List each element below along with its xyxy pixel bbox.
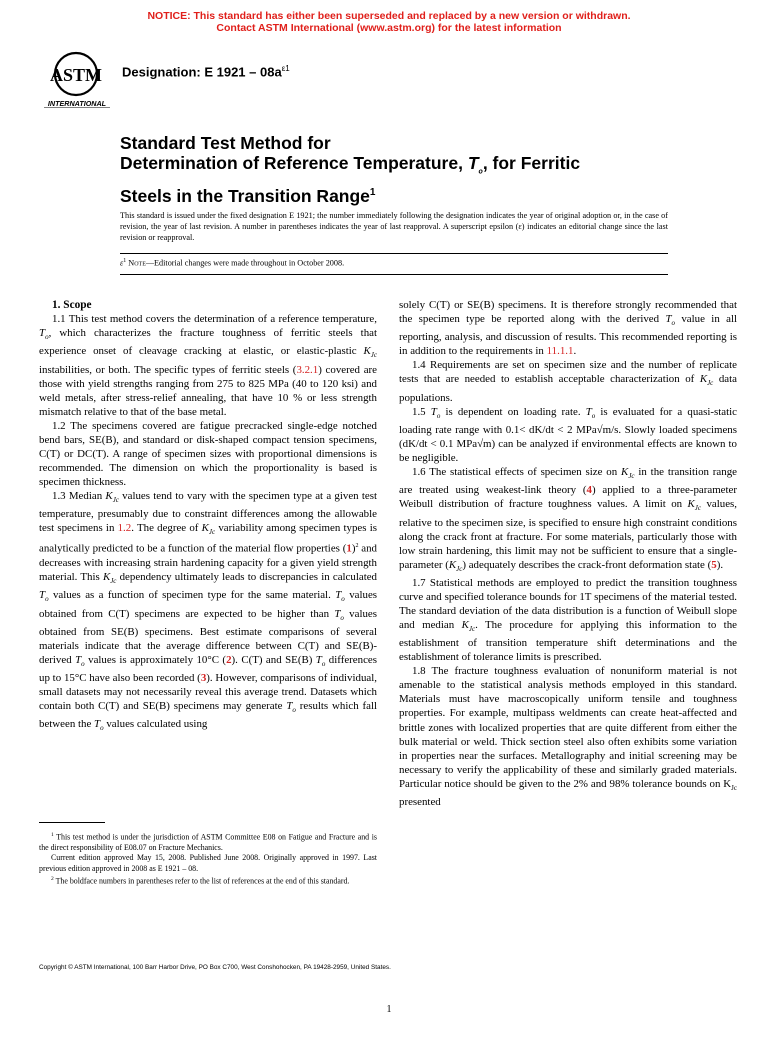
footnotes — [39, 830, 377, 887]
notice-line-1: NOTICE: This standard has either been superseded and replaced by a new version or withdrawn. — [147, 10, 631, 22]
column-left — [39, 298, 377, 736]
column-right — [399, 298, 737, 809]
footnote-2: $^2$ The boldface numbers in parentheses refer to the list of references at the end of this standard. — [51, 875, 350, 886]
footnote-1-edition: Current edition approved May 15, 2008. Published June 2008. Originally approved in 1997. Last previous edition approved in 2008 as E 1921 – 08. — [39, 853, 377, 873]
editorial-note: $\varepsilon^1$ Note—Editorial changes were made throughout in October 2008. — [120, 258, 345, 268]
paragraph-1-2: 1.2 The specimens covered are fatigue precracked single-edge notched bend bars, SE(B), and standard or disk-shaped compact tension specimens, C(T) or DC(T). A range of specimen sizes with proportional dimensions is recommended. The dimension on which the proportionality is based is specimen thickness. — [39, 419, 377, 488]
ref-link[interactable]: 3.2.1 — [296, 363, 319, 376]
ref-link[interactable]: 5 — [711, 558, 717, 571]
paragraph-1-4: 1.4 Requirements are set on specimen size and the number of replicate tests that are needed to establish acceptable characterization of $K_{Jc}$ data populations. — [399, 359, 737, 404]
title-line-1: Standard Test Method for — [120, 133, 331, 153]
page-number: 1 — [386, 1004, 392, 1015]
designation-epsilon: ε1 — [281, 64, 290, 73]
ref-link[interactable]: 1.2 — [117, 522, 132, 535]
paragraph-1-3-cont: solely C(T) or SE(B) specimens. It is therefore strongly recommended that the specimen type be reported along with the derived $T_o$ value in all reporting, analysis, and discussion of results. This recommended reporting is in addition to the requirements in 11.1.1. — [399, 299, 737, 358]
divider — [120, 253, 668, 254]
paragraph-1-8: 1.8 The fracture toughness evaluation of nonuniform material is not amenable to the statistical analysis methods employed in this standard. Materials must have macroscopically uniform tensile and toughness properties. For example, multipass weldments can create heat-affected and brittle zones with localized properties that are quite different from either the bulk material or weld. Thick section steel also often exhibits some variation in properties near the surfaces. Metallography and initial screening may be necessary to verify the applicability of these and similarly graded materials. Particular notice should be given to the 2% and 98% tolerance bounds on $K_{Jc}$ presented — [399, 665, 737, 808]
paragraph-1-5: 1.5 $T_o$ is dependent on loading rate. $T_o$ is evaluated for a quasi-static loading rate range with 0.1< dK/dt < 2 MPa√m/s. Slowly loaded specimens (dK/dt < 0.1 MPa√m) can be analyzed if environmental effects are known to be negligible. — [399, 405, 737, 464]
ref-link[interactable]: 1 — [346, 543, 352, 556]
ref-link[interactable]: 11.1.1 — [546, 345, 574, 358]
logo-text: ASTM — [49, 65, 103, 85]
notice-line-2: Contact ASTM International (www.astm.org) for the latest information — [216, 22, 562, 34]
designation-label: Designation: E 1921 – 08a — [122, 64, 282, 80]
designation — [122, 64, 290, 79]
title-line-3: Steels in the Transition Range$^1$ — [120, 185, 376, 206]
paragraph-1-3: 1.3 Median $K_{Jc}$ values tend to vary with the specimen type at a given test temperature, presumably due to constraint differences among the allowable test specimens in 1.2. The degree of $K_{Jc}$ variability among specimen types is analytically predicted to be a function of the material flow properties $(1)^2$ and decreases with increasing strain hardening capacity for a given yield strength material. This $K_{Jc}$ dependency ultimately leads to discrepancies in calculated $T_o$ values as a function of specimen type for the same material. $T_o$ values obtained from C(T) specimens are expected to be higher than $T_o$ values obtained from SE(B) specimens. Best estimate comparisons of several materials indicate that the average difference between C(T) and SE(B)-derived $T_o$ values is approximately 10°C (2). C(T) and SE(B) $T_o$ differences up to 15°C have also been recorded (3). However, comparisons of individual, small datasets may not necessarily reveal this average trend. Datasets which contain both C(T) and SE(B) specimens may generate $T_o$ results which fall between the $T_o$ values calculated using — [39, 489, 378, 733]
astm-logo — [42, 50, 112, 108]
title-line-2: Determination of Reference Temperature, $T_o$, for Ferritic — [120, 153, 581, 176]
section-heading-scope: 1. Scope — [52, 299, 92, 311]
ref-link[interactable]: 4 — [586, 484, 592, 497]
paragraph-1-7: 1.7 Statistical methods are employed to predict the transition toughness curve and specified tolerance bounds for 1T specimens of the material tested. The standard deviation of the data distribution is a function of Weibull slope and median $K_{Jc}$. The procedure for applying this information to the establishment of transition temperature shift determinations and the establishment of tolerance limits is prescribed. — [399, 576, 737, 664]
paragraph-1-1: 1.1 This test method covers the determination of a reference temperature, $T_o$, which characterizes the fracture toughness of ferritic steels that experience onset of cleavage cracking at elastic, or elastic-plastic $K_{Jc}$ instabilities, or both. The specific types of ferritic steels (3.2.1) covered are those with yield strengths ranging from 275 to 825 MPa (40 to 120 ksi) and weld metals, after stress-relief annealing, that have 10 % or less strength mismatch relative to that of the base metal. — [39, 313, 377, 418]
ref-link[interactable]: 2 — [226, 653, 232, 666]
copyright-line: Copyright © ASTM International, 100 Barr Harbor Drive, PO Box C700, West Conshohocken, PA 19428-2959, United States. — [39, 964, 391, 971]
withdrawal-notice — [0, 10, 778, 34]
document-title — [120, 133, 720, 205]
footnote-divider — [39, 822, 105, 823]
ref-link[interactable]: 3 — [200, 672, 207, 685]
logo-subtext: INTERNATIONAL — [47, 99, 107, 108]
paragraph-1-6: 1.6 The statistical effects of specimen size on $K_{Jc}$ in the transition range are treated using weakest-link theory (4) applied to a three-parameter Weibull distribution of fracture toughness values. A limit on $K_{Jc}$ values, relative to the specimen size, is specified to ensure high constraint conditions along the crack front at fracture. For some materials, particularly those with low strain hardening, this limit may not be sufficient to ensure that a single-parameter $(K_{Jc})$ adequately describes the crack-front deformation state (5). — [399, 466, 737, 573]
divider — [120, 274, 668, 275]
footnote-1: $^1$ This test method is under the jurisdiction of ASTM Committee E08 on Fatigue and Fracture and is the direct responsibility of E08.07 on Fracture Mechanics. — [39, 832, 377, 852]
issuance-statement: This standard is issued under the fixed designation E 1921; the number immediately following the designation indicates the year of original adoption or, in the case of revision, the year of last revision. A number in parentheses indicates the year of last reapproval. A superscript epsilon (ε) indicates an editorial change since the last revision or reapproval. — [120, 211, 668, 242]
